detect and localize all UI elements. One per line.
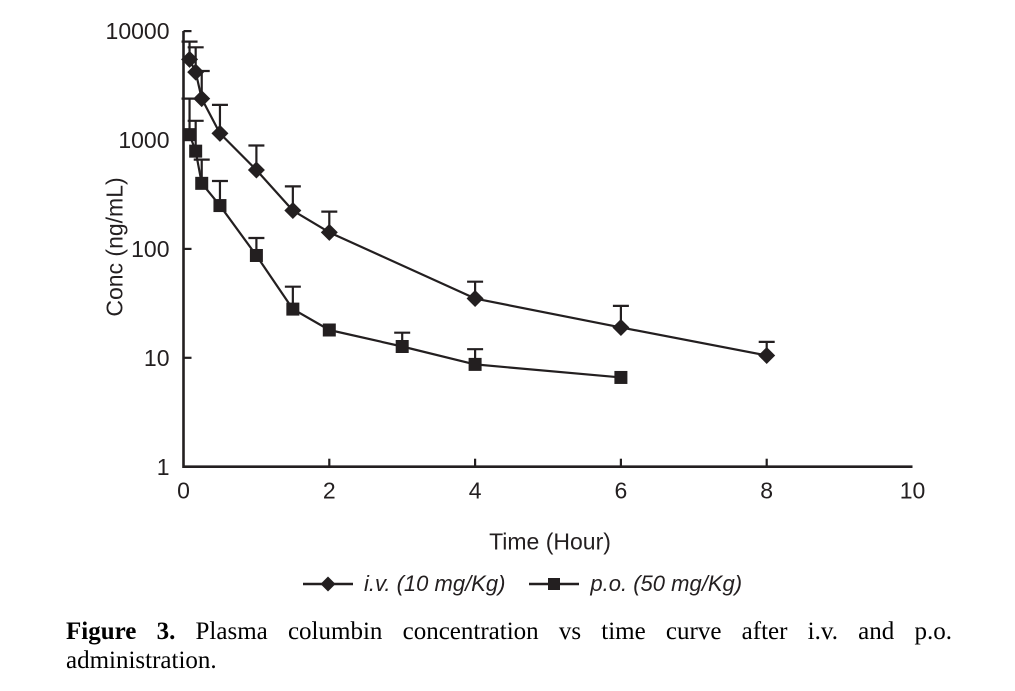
diamond-marker-icon (467, 290, 484, 307)
square-marker-icon (213, 199, 226, 212)
x-tick-label: 2 (322, 477, 336, 504)
legend-label-iv: i.v. (10 mg/Kg) (364, 571, 506, 596)
diamond-marker-icon (612, 319, 629, 336)
square-marker-icon (195, 177, 208, 190)
legend-item-iv (303, 571, 505, 597)
legend-item-po (529, 571, 742, 597)
chart-legend (303, 571, 742, 597)
y-tick-label: 10000 (105, 18, 170, 45)
diamond-marker-icon (303, 575, 353, 593)
square-marker-icon (189, 145, 202, 158)
diamond-marker-icon (321, 224, 338, 241)
figure-caption-label: Figure 3. (66, 618, 196, 645)
x-tick-label: 4 (468, 477, 482, 504)
square-marker-icon (286, 303, 299, 316)
x-tick-label: 6 (614, 477, 628, 504)
square-marker-icon (396, 340, 409, 353)
square-marker-icon (469, 358, 482, 371)
square-marker-icon (183, 128, 196, 141)
figure-caption-text: Plasma columbin concentration vs time curve after i.v. and p.o. administration. (66, 618, 952, 674)
series-po (182, 99, 628, 384)
y-axis-title: Conc (ng/mL) (101, 177, 128, 317)
y-tick-label: 10 (143, 344, 170, 371)
x-tick-label: 8 (760, 477, 774, 504)
square-marker-icon (529, 575, 579, 593)
y-tick-label: 1000 (118, 127, 170, 154)
diamond-marker-icon (758, 347, 775, 364)
x-tick-label: 10 (899, 477, 926, 504)
x-axis-title: Time (Hour) (489, 528, 611, 555)
y-tick-label: 100 (131, 235, 170, 262)
legend-label-po: p.o. (50 mg/Kg) (590, 571, 743, 596)
axes (184, 31, 913, 467)
x-tick-label: 0 (177, 477, 190, 504)
square-marker-icon (614, 371, 627, 384)
square-marker-icon (323, 324, 336, 337)
series-iv (181, 42, 775, 364)
series-line (190, 59, 767, 355)
figure-caption (66, 617, 952, 675)
square-marker-icon (250, 249, 263, 262)
y-tick-label: 1 (156, 453, 170, 480)
